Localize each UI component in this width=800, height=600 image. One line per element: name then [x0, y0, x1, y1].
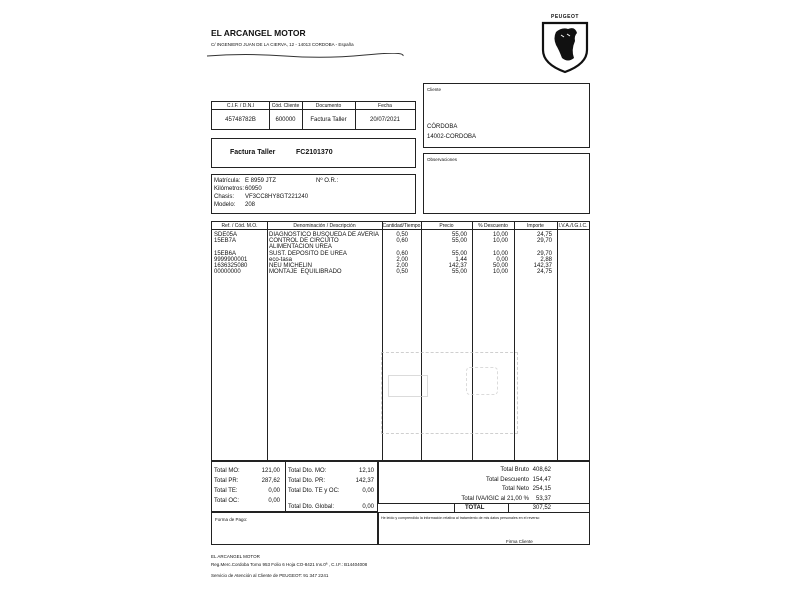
brand-logo-text: PEUGEOT [551, 14, 579, 20]
items-table [211, 221, 590, 461]
header-document: Documento [315, 103, 342, 109]
footer-registry: Reg.Merc.Cordoba Tomo 953 Folio 6 Hoja CO-8421 Ins.0ª , C.I.F.: B14404008 [211, 562, 368, 567]
items-quantities: 0,50 0,60 0,60 2,00 2,00 0,50 [396, 232, 408, 276]
grand-total-value: 307,52 [532, 505, 551, 511]
modelo-value: 208 [245, 202, 256, 208]
cif-value: 45748782B [225, 117, 256, 123]
items-discounts: 10,00 10,00 10,00 0,00 50,00 10,00 [492, 232, 508, 276]
col-header-ref: Ref. / Cód. M.O. [221, 223, 258, 229]
peugeot-logo [537, 8, 593, 74]
col-header-vat: I.V.A./I.G.I.C. [558, 223, 588, 229]
faded-stamp [381, 352, 518, 434]
company-name: EL ARCANGEL MOTOR [211, 28, 306, 38]
discount-values: 12,10 142,37 0,00 [355, 468, 374, 494]
totals-right-labels: Total Bruto Total Descuento Total Neto Total IVA/IGIC al 21,00 % [461, 467, 529, 502]
client-city: CÓRDOBA [427, 124, 458, 130]
totals-labels: Total MO: Total PR: Total TE: Total OC: [214, 468, 240, 504]
modelo-label: Modelo: [214, 202, 236, 208]
chasis-label: Chasis: [214, 194, 235, 200]
grand-total-label: TOTAL [465, 505, 485, 511]
payment-box [211, 512, 378, 545]
col-header-price: Precio [439, 223, 454, 229]
footer-company: EL ARCANGEL MOTOR [211, 554, 260, 559]
matricula-label: Matrícula: [214, 178, 241, 184]
global-discount-label: Total Dto. Global: [288, 504, 335, 510]
totals-right-box [378, 461, 590, 504]
consent-text: He leído y comprendido la información relativa al tratamiento de mis datos personales en el reverso [381, 516, 540, 520]
invoice-number: FC2101370 [296, 149, 333, 156]
client-label: Cliente [427, 87, 442, 92]
col-header-discount: % Descuento [478, 223, 508, 229]
items-prices: 55,00 55,00 55,00 1,44 142,37 55,00 [448, 232, 467, 276]
col-header-description: Denominación / Descripción [293, 223, 356, 229]
items-descriptions: DIAGNOSTICO BUSQUEDA DE AVERIA CONTROL DE CIRCUITO ALIMENTACION UREA SUST. DEPOSITO DE UREA eco-tasa NEU MICHELIN MONTAJE EQUILIBRADO [269, 232, 379, 276]
matricula-value: E 8959 JTZ [245, 178, 277, 184]
vehicle-box [211, 174, 416, 214]
col-header-quantity: Cantidad/Tiempo [382, 223, 421, 229]
client-box [423, 83, 590, 148]
signature-box [378, 512, 590, 545]
company-address: C/ INGENIERO JUAN DE LA CIERVA, 12 - 14013 CORDOBA - España [211, 42, 354, 47]
footer-service: Servicio de Atención al Cliente de PEUGEOT: 91 347 2241 [211, 573, 329, 578]
km-label: Kilómetros: [214, 186, 245, 192]
client-code-value: 600000 [275, 117, 296, 123]
totals-left-box [211, 461, 378, 512]
invoice-number-box [211, 138, 416, 168]
header-client-code: Cód. Cliente [271, 103, 300, 109]
items-refs: SDE05A 15EB7A 15EB6A 9999900001 1636325080 00000000 [214, 232, 248, 276]
chasis-value: VF3CC8HY8GT221240 [245, 194, 309, 200]
totals-right-values: 408,62 154,47 254,15 53,37 [532, 467, 551, 502]
col-header-amount: Importe [527, 223, 544, 229]
document-info-table [211, 101, 416, 130]
km-value: 60950 [245, 186, 262, 192]
or-label: Nº O.R.: [316, 178, 339, 184]
date-value: 20/07/2021 [369, 117, 401, 123]
document-value: Factura Taller [310, 117, 347, 123]
invoice-label: Factura Taller [230, 149, 276, 156]
header-date: Fecha [378, 103, 392, 109]
observations-label: Observaciones [427, 157, 458, 162]
client-postal: 14002-CORDOBA [427, 134, 477, 140]
redaction-scribble [205, 45, 405, 50]
payment-label: Forma de Pago: [215, 517, 248, 522]
totals-values: 121,00 287,62 0,00 0,00 [261, 468, 280, 504]
items-amounts: 24,75 29,70 29,70 2,88 142,37 24,75 [533, 232, 552, 276]
header-cif: C.I.F. / D.N.I [226, 103, 255, 109]
global-discount-value: 0,00 [362, 504, 374, 510]
signature-label: Firma Cliente [506, 539, 533, 544]
observations-box [423, 153, 590, 214]
discount-labels: Total Dto. MO: Total Dto. PR: Total Dto. TE y OC: [288, 468, 340, 494]
